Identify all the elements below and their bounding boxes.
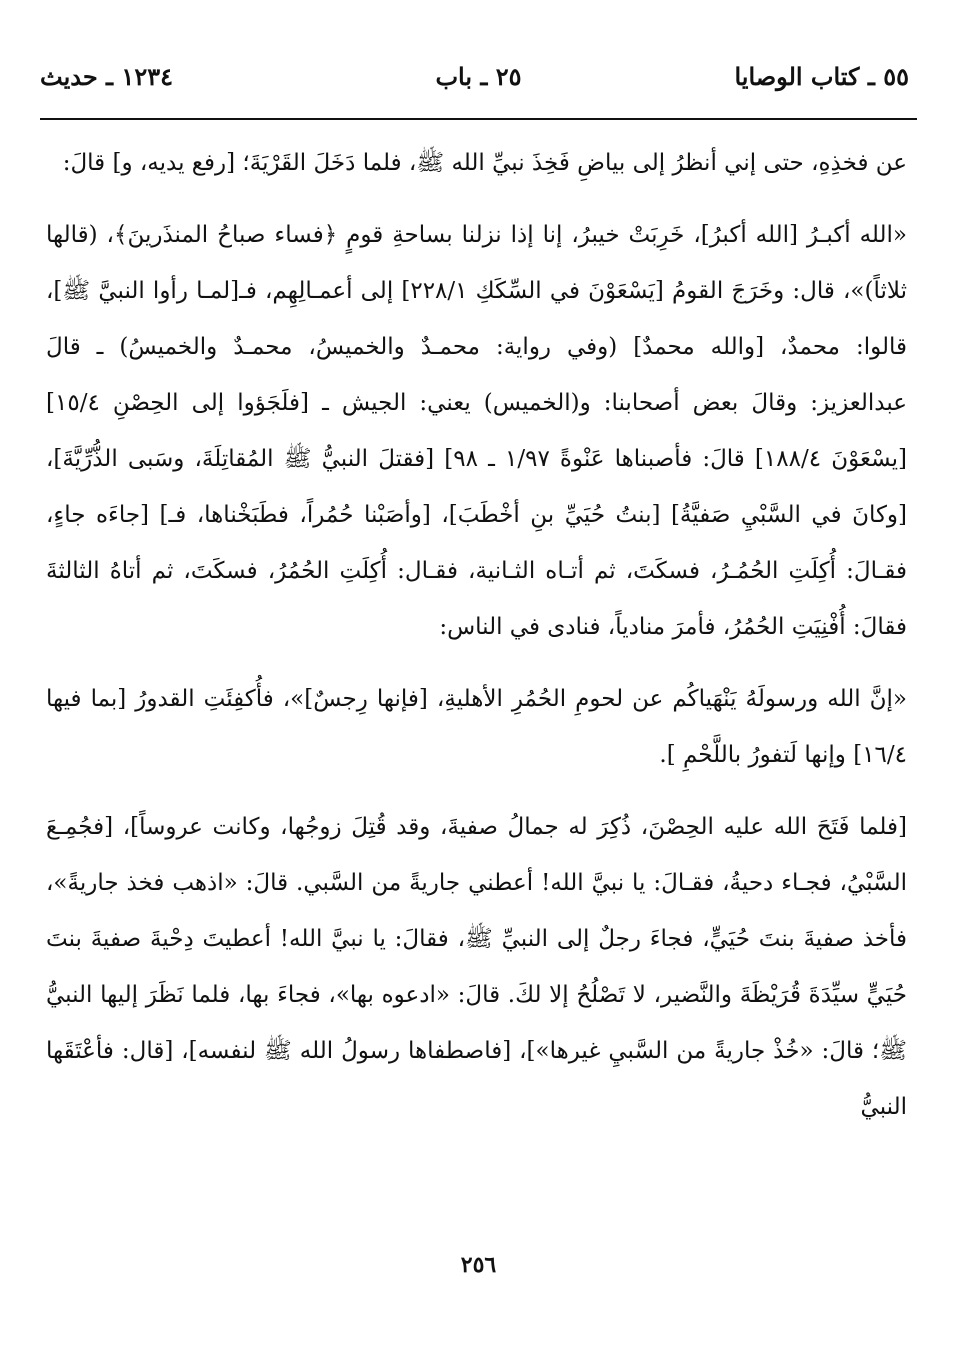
page-header <box>40 62 917 106</box>
body-text <box>46 135 907 1135</box>
page-number: ٢٥٦ <box>460 1252 497 1278</box>
header-book-title: ٥٥ ـ كتاب الوصايا <box>734 62 909 91</box>
paragraph-1: عن فخذِهِ، حتى إني أنظرُ إلى بياضِ فَخِذَ نبيِّ الله ﷺ، فلما دَخَلَ القَرْيَةَ؛ [رفع يديه، و] قالَ: <box>62 150 907 176</box>
header-hadith-number: ١٢٣٤ ـ حديث <box>40 62 173 91</box>
paragraph-3: «إنَّ الله ورسولَهُ يَنْهَياكُم عن لحومِ الحُمُرِ الأهليةِ، [فإنها رِجسٌ]»، فأُكفِئَتِ القدورُ [بما فيها ١٦/٤] وإنها لَتفورُ باللَّحْمِ ]. <box>46 686 907 768</box>
paragraph-4: [فلما فَتَحَ الله عليه الحِصْنَ، ذُكِرَ له جمالُ صفيةَ، وقد قُتِلَ زوجُها، وكانت عروساً]، [فجُمِـعَ السَّبْيُ، فجـاء دحيةُ، فقـالَ: يا نبيَّ الله! أعطني جاريةً من السَّبي. قالَ: «اذهب فخذ جاريةً»، فأخذ صفيةَ بنتَ حُيَيٍّ، فجاءَ رجلٌ إلى النبيِّ ﷺ، فقالَ: يا نبيَّ الله! أعطيتَ دِحْيةَ صفيةَ بنتَ حُيَيٍّ سيِّدَةَ قُرَيْظَةَ والنَّضير، لا تَصْلُحُ إلا لكَ. قالَ: «ادعوه بها»، فجاءَ بها، فلما نَظَرَ إليها النبيُّ ﷺ؛ قالَ: «خُذْ جاريةً من السَّبيِ غيرها»]، [فاصطفاها رسولُ الله ﷺ لنفسه]، [قال: فأعْتَقَها النبيُّ <box>46 814 907 1120</box>
paragraph-2: «الله أكبـرُ [الله أكبرُ]، خَرِبَتْ خيبرُ، إنا إذا نزلنا بساحةِ قومٍ ﴿فساء صباحُ المنذَرينَ﴾، (قالها ثلاثاً)»، قال: وخَرَجَ القومُ [يَسْعَوْنَ في السِّكَكِ ٢٢٨/١] إلى أعمـالِهِم، فـ[لمـا رأوا النبيَّ ﷺ]، قالوا: محمدٌ، [والله محمدٌ] (وفي رواية: محمـدٌ والخميسُ، محمـدٌ والخميسُ) ـ قالَ عبدالعزيز: وقالَ بعض أصحابنا: و(الخميس) يعني: الجيش ـ [فلَجَؤوا إلى الحِصْنِ ١٥/٤] [يسْعَوْنَ ١٨٨/٤] قالَ: فأصبناها عَنْوةً ١/٩٧ ـ ٩٨] [فقتلَ النبيُّ ﷺ المُقاتِلَةَ، وسَبى الذُّرِّيَّةَ]، [وكانَ في السَّبْيِ صَفيَّةُ] [بنتُ حُيَيِّ بنِ أخْطَبَ]، [وأصَبْنا حُمُراً، فطَبَخْناها، فـ] [جاءَه جاءٍ، فقـالَ: أُكِلَتِ الحُمُـرُ، فسكَتَ، ثم أتـاه الثـانية، فقـال: أُكِلَتِ الحُمُرُ، فسكَتَ، ثم أتاهُ الثالثةَ فقالَ: أُفْنِيَتِ الحُمُرُ، فأمرَ منادياً، فنادى في الناس: <box>46 222 907 640</box>
header-chapter: ٢٥ ـ باب <box>435 62 522 91</box>
header-divider <box>40 118 917 120</box>
